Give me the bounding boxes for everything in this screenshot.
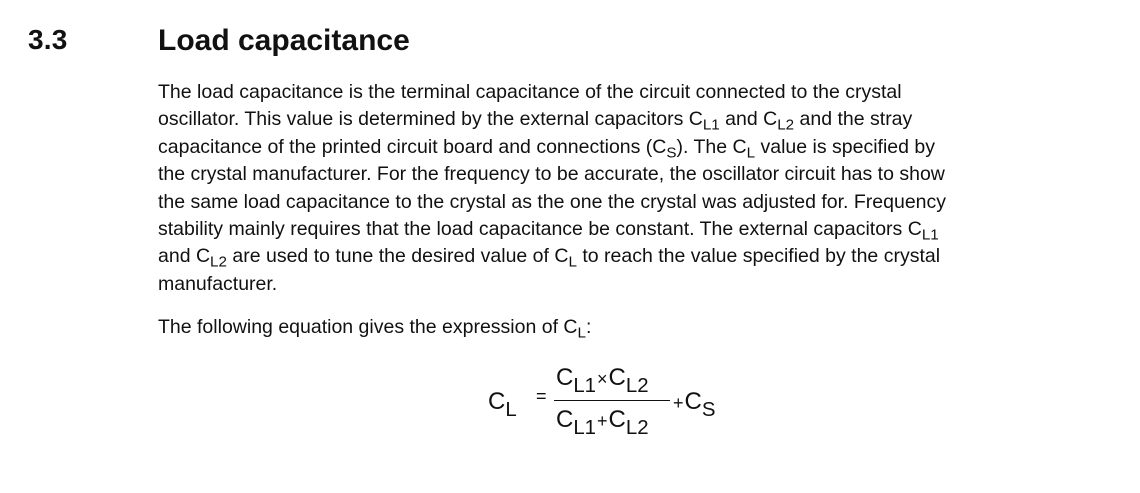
paragraph-equation-intro: The following equation gives the expression of $C_L$: [158, 316, 592, 342]
paragraph-line: the crystal manufacturer. For the frequency to be accurate, the oscillator circuit has to show [158, 163, 945, 186]
paragraph-load-capacitance-description [158, 79, 1118, 298]
paragraph-line: oscillator. This value is determined by the external capacitors $C_{L1}$ and $C_{L2}$ and the stray [158, 108, 913, 134]
paragraph-line: and $C_{L2}$ are used to tune the desired value of $C_L$ to reach the value specified by the crystal [158, 245, 941, 271]
paragraph-line: The load capacitance is the terminal capacitance of the circuit connected to the crystal [158, 81, 902, 103]
paragraph-line: the same load capacitance to the crystal as the one the crystal was adjusted for. Frequency [158, 190, 947, 213]
load-capacitance-equation [488, 364, 748, 448]
fraction-bar [554, 400, 670, 401]
equation-stray-term: $+C_S$ [673, 388, 716, 422]
equation-numerator: $C_{L1}\times C_{L2}$ [556, 364, 649, 398]
equals-sign: = [536, 386, 547, 406]
section-number: 3.3 [28, 24, 68, 55]
equation-denominator: $C_{L1}+C_{L2}$ [556, 406, 649, 440]
paragraph-line: manufacturer. [158, 272, 278, 295]
paragraph-line: capacitance of the printed circuit board and connections $(C_S)$. The $C_L$ value is specified by [158, 135, 936, 162]
section-title: Load capacitance [158, 24, 410, 57]
equation-lhs: $C_L$ [488, 388, 517, 422]
paragraph-line: stability mainly requires that the load capacitance be constant. The external capacitors $C_{L1}$ [158, 218, 939, 244]
